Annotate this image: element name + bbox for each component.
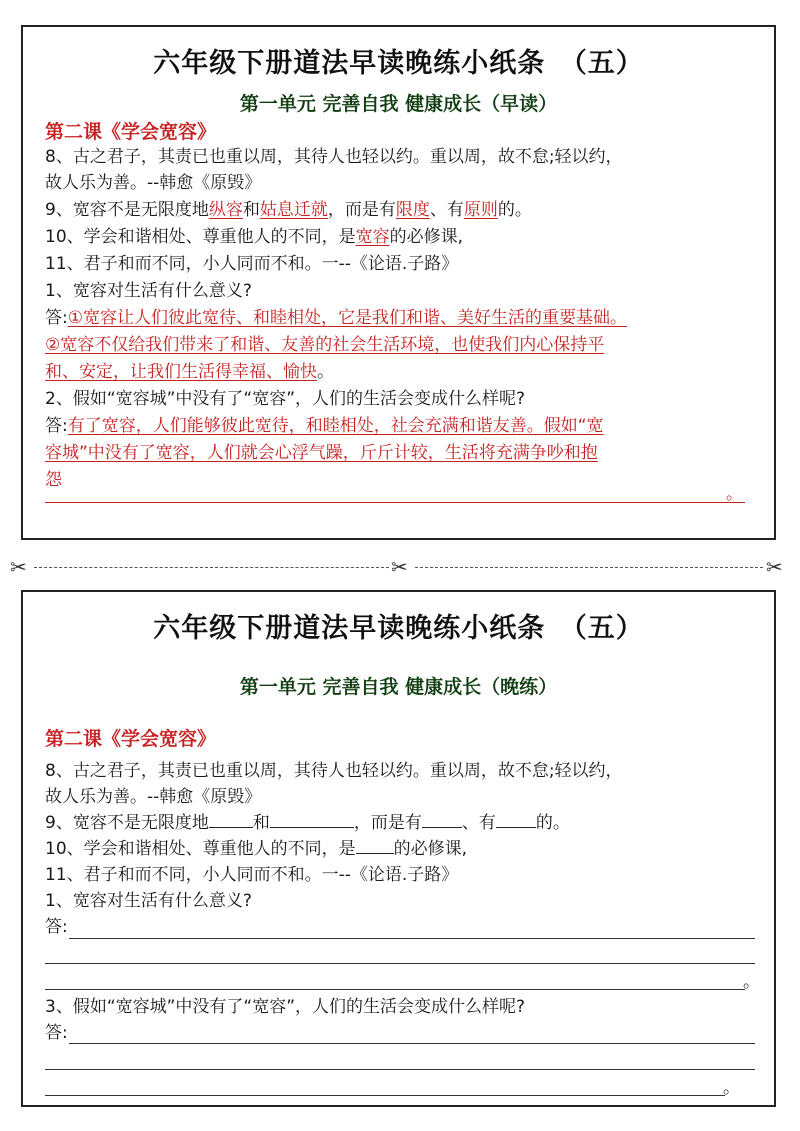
answer-word: 限度: [395, 200, 430, 220]
answer-line[interactable]: [45, 963, 755, 964]
answer-word: 原则: [463, 200, 498, 220]
quote-11: 11、君子和而不同，小人同而不和。一--《论语.子路》: [45, 254, 459, 274]
fact-10: 10、学会和谐相处、尊重他人的不同，是宽容的必修课,: [45, 227, 464, 247]
answer-3-end: 。: [723, 1078, 740, 1098]
scissors-icon: ✂: [10, 555, 27, 579]
fill-blank[interactable]: [422, 811, 462, 828]
answer-1-end: 。: [743, 972, 760, 992]
answer-line[interactable]: [45, 1069, 755, 1070]
question-2: 2、假如“宽容城”中没有了“宽容”，人们的生活会变成什么样呢?: [45, 389, 526, 409]
unit-subtitle: 第一单元 完善自我 健康成长（早读）: [239, 93, 558, 115]
answer-1-line2: ②宽容不仅给我们带来了和谐、友善的社会生活环境，也使我们内心保持平: [45, 335, 605, 355]
slip-title: 六年级下册道法早读晚练小纸条 （五）: [153, 48, 644, 79]
answer-line[interactable]: [45, 989, 745, 990]
question-1: 1、宽容对生活有什么意义?: [45, 891, 252, 911]
morning-reading-slip: [21, 25, 776, 540]
fact-9: 9、宽容不是无限度地纵容和姑息迁就，而是有限度、有原则的。: [45, 200, 532, 220]
fill-blank[interactable]: [356, 837, 394, 854]
unit-subtitle: 第一单元 完善自我 健康成长（晚练）: [239, 676, 558, 698]
quote-8-line2: 故人乐为善。--韩愈《原毁》: [45, 787, 262, 807]
answer-line[interactable]: [45, 1095, 725, 1096]
answer-1-line1: 答:①宽容让人们彼此宽待、和睦相处，它是我们和谐、美好生活的重要基础。: [45, 308, 627, 328]
fact-9-blanks: 9、宽容不是无限度地 和 ，而是有 、有 的。: [45, 813, 570, 833]
fact-10-blanks: 10、学会和谐相处、尊重他人的不同，是 的必修课,: [45, 839, 468, 859]
quote-8-line2: 故人乐为善。--韩愈《原毁》: [45, 173, 262, 193]
fill-blank[interactable]: [496, 811, 536, 828]
fill-blank[interactable]: [209, 811, 253, 828]
answer-2-end: 。: [726, 484, 743, 504]
answer-2-line3: 怨: [45, 470, 62, 490]
lesson-heading: 第二课《学会宽容》: [45, 728, 217, 750]
answer-3-label: 答:: [45, 1023, 68, 1043]
answer-1-line3: 和、安定，让我们生活得幸福、愉快。: [45, 362, 334, 382]
answer-underline: [45, 502, 745, 503]
evening-practice-slip: [21, 590, 776, 1107]
answer-2-line2: 容城”中没有了宽容，人们就会心浮气躁，斤斤计较，生活将充满争吵和抱: [45, 443, 598, 463]
cut-line: [10, 555, 790, 579]
dashed-divider: [415, 567, 763, 568]
answer-line[interactable]: [69, 938, 755, 939]
slip-title: 六年级下册道法早读晚练小纸条 （五）: [153, 613, 644, 644]
fill-blank[interactable]: [270, 811, 354, 828]
quote-11: 11、君子和而不同，小人同而不和。一--《论语.子路》: [45, 865, 459, 885]
scissors-icon: ✂: [766, 555, 783, 579]
lesson-heading: 第二课《学会宽容》: [45, 121, 217, 143]
question-1: 1、宽容对生活有什么意义?: [45, 281, 252, 301]
answer-1-label: 答:: [45, 917, 68, 937]
question-3: 3、假如“宽容城”中没有了“宽容”，人们的生活会变成什么样呢?: [45, 997, 526, 1017]
scissors-icon: ✂: [391, 555, 408, 579]
answer-2-line1: 答:有了宽容，人们能够彼此宽待，和睦相处，社会充满和谐友善。假如“宽: [45, 416, 604, 436]
answer-word: 纵容: [208, 200, 243, 220]
answer-word: 宽容: [355, 227, 390, 247]
dashed-divider: [34, 567, 389, 568]
quote-8-line1: 8、古之君子，其责已也重以周，其待人也轻以约。重以周，故不怠;轻以约，: [45, 147, 623, 167]
answer-word: 姑息迁就: [259, 200, 328, 220]
quote-8-line1: 8、古之君子，其责已也重以周，其待人也轻以约。重以周，故不怠;轻以约，: [45, 761, 623, 781]
answer-line[interactable]: [69, 1043, 755, 1044]
